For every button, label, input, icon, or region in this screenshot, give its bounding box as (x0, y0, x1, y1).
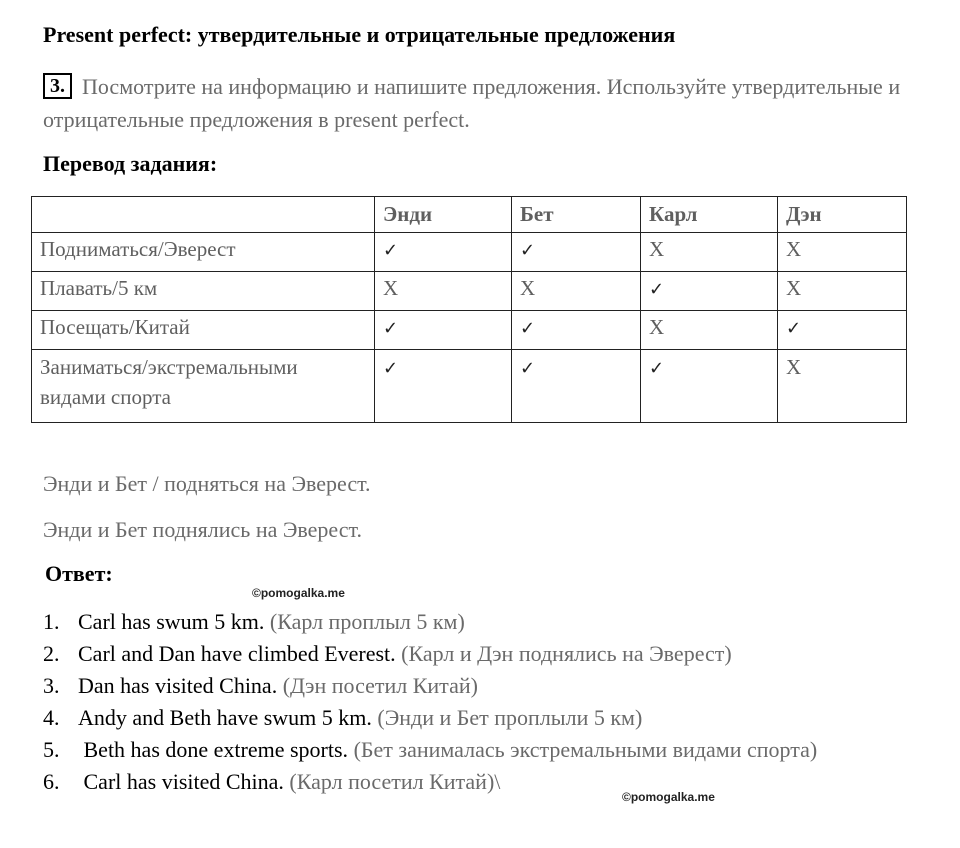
item-number: 6. (43, 769, 60, 794)
mark-cell (778, 311, 907, 350)
x-mark: X (786, 237, 802, 261)
mark-cell (778, 272, 907, 311)
mark-cell (641, 272, 778, 311)
answer-russian: (Дэн посетил Китай) (282, 673, 478, 698)
mark-cell (512, 272, 641, 311)
task-number: 3. (43, 73, 72, 99)
page-title: Present perfect: утвердительные и отрицательные предложения (43, 22, 676, 47)
check-mark-icon: ✓ (649, 358, 665, 379)
mark-cell (641, 311, 778, 350)
mark-cell (375, 311, 512, 350)
activity-cell: Подниматься/Эверест (32, 233, 375, 272)
answer-english: Carl has swum 5 km. (78, 609, 265, 634)
answer-english: Carl and Dan have climbed Everest. (78, 641, 396, 666)
table-row (32, 272, 907, 311)
check-mark-icon: ✓ (649, 279, 665, 300)
check-mark-icon: ✓ (520, 240, 536, 261)
table-row (32, 311, 907, 350)
mark-cell (778, 350, 907, 423)
item-number: 4. (43, 705, 60, 730)
task-instruction (43, 70, 923, 136)
header-cell-empty (32, 197, 375, 233)
answer-russian: (Энди и Бет проплыли 5 км) (377, 705, 643, 730)
task-text: Посмотрите на информацию и напишите предложения. Используйте утвердительные и отрицательные предложения в present perfect. (43, 74, 901, 132)
mark-cell (641, 350, 778, 423)
list-item (43, 606, 923, 638)
table-header-row (32, 197, 907, 233)
answer-english: Carl has visited China. (78, 769, 284, 794)
mark-cell (375, 233, 512, 272)
answer-english: Beth has done extreme sports. (78, 737, 349, 762)
header-cell-carl: Карл (641, 197, 778, 233)
list-item (43, 734, 923, 766)
answer-heading: Ответ: (45, 561, 113, 586)
list-item (43, 702, 923, 734)
translation-heading: Перевод задания: (43, 151, 218, 176)
watermark: ©pomogalka.me (622, 790, 715, 804)
table-row (32, 233, 907, 272)
x-mark: X (786, 276, 802, 300)
x-mark: X (786, 355, 802, 379)
answer-list (43, 606, 923, 798)
header-cell-beth: Бет (512, 197, 641, 233)
mark-cell (641, 233, 778, 272)
mark-cell (375, 272, 512, 311)
x-mark: X (649, 315, 665, 339)
answer-english: Andy and Beth have swum 5 km. (78, 705, 372, 730)
check-mark-icon: ✓ (383, 358, 399, 379)
item-number: 2. (43, 641, 60, 666)
x-mark: X (383, 276, 399, 300)
check-mark-icon: ✓ (383, 240, 399, 261)
mark-cell (375, 350, 512, 423)
check-mark-icon: ✓ (786, 318, 802, 339)
example-answer: Энди и Бет поднялись на Эверест. (43, 517, 362, 542)
table-row (32, 350, 907, 423)
answer-russian: (Карл проплыл 5 км) (269, 609, 465, 634)
answer-russian: (Бет занималась экстремальными видами спорта) (353, 737, 818, 762)
header-cell-andy: Энди (375, 197, 512, 233)
answer-english: Dan has visited China. (78, 673, 278, 698)
check-mark-icon: ✓ (520, 318, 536, 339)
activity-table (31, 196, 907, 423)
check-mark-icon: ✓ (520, 358, 536, 379)
header-cell-dan: Дэн (778, 197, 907, 233)
list-item (43, 766, 923, 798)
activity-cell: Плавать/5 км (32, 272, 375, 311)
list-item (43, 638, 923, 670)
x-mark: X (520, 276, 536, 300)
example-prompt: Энди и Бет / подняться на Эверест. (43, 471, 371, 496)
mark-cell (512, 311, 641, 350)
activity-cell: Посещать/Китай (32, 311, 375, 350)
check-mark-icon: ✓ (383, 318, 399, 339)
x-mark: X (649, 237, 665, 261)
item-number: 5. (43, 737, 60, 762)
item-number: 3. (43, 673, 60, 698)
mark-cell (512, 350, 641, 423)
activity-cell: Заниматься/экстремальными видами спорта (32, 350, 375, 423)
mark-cell (512, 233, 641, 272)
mark-cell (778, 233, 907, 272)
answer-russian: (Карл и Дэн поднялись на Эверест) (401, 641, 732, 666)
answer-russian: (Карл посетил Китай)\ (289, 769, 501, 794)
item-number: 1. (43, 609, 60, 634)
list-item (43, 670, 923, 702)
watermark: ©pomogalka.me (252, 586, 345, 600)
